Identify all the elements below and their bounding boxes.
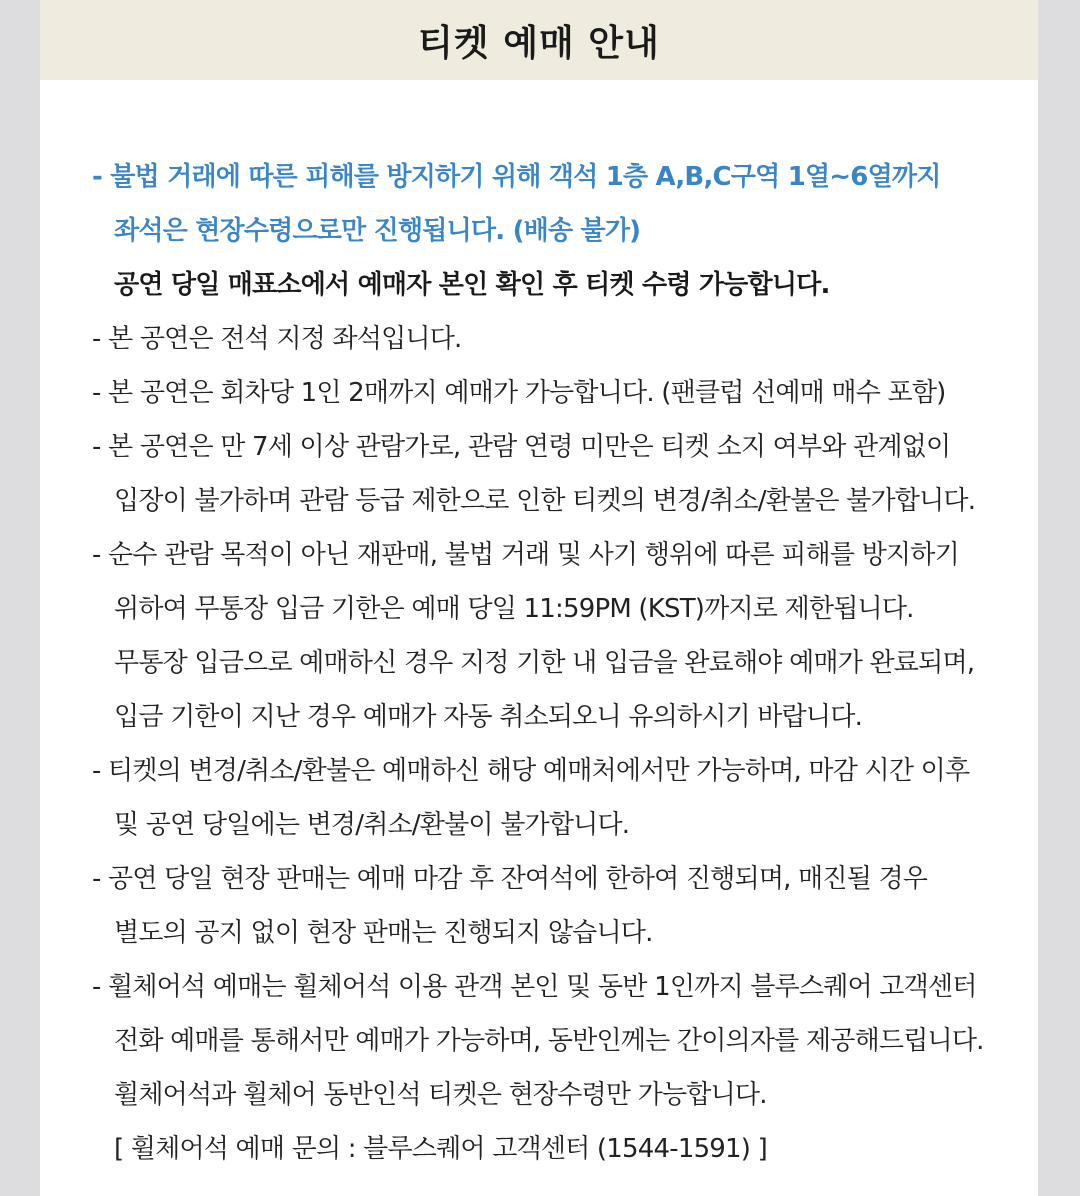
notice-line-bank-deposit-cont: 위하여 무통장 입금 기한은 예매 당일 11:59PM (KST)까지로 제한됩니다. <box>114 594 914 624</box>
notice-line-bank-deposit: - 순수 관람 목적이 아닌 재판매, 불법 거래 및 사기 행위에 따른 피해를 방지하기 <box>92 540 959 570</box>
notice-line-bank-deposit-cont2: 무통장 입금으로 예매하신 경우 지정 기한 내 입금을 완료해야 예매가 완료되며, <box>114 648 975 678</box>
notice-line-wheelchair-cont: 전화 예매를 통해서만 예매가 가능하며, 동반인께는 간이의자를 제공해드립니다. <box>114 1026 984 1056</box>
page-title: 티켓 예매 안내 <box>418 22 660 64</box>
notice-line-wheelchair: - 휠체어석 예매는 휠체어석 이용 관객 본인 및 동반 1인까지 블루스퀘어 고객센터 <box>92 972 977 1002</box>
notice-list <box>92 150 1022 1176</box>
notice-line-wheelchair-inquiry: [ 휠체어석 예매 문의 : 블루스퀘어 고객센터 (1544-1591) ] <box>114 1134 767 1164</box>
notice-line-onsite-pickup-id: 공연 당일 매표소에서 예매자 본인 확인 후 티켓 수령 가능합니다. <box>114 270 830 300</box>
notice-line-onsite-pickup-cont: 좌석은 현장수령으로만 진행됩니다. (배송 불가) <box>114 216 641 246</box>
notice-line-age-rating: - 본 공연은 만 7세 이상 관람가로, 관람 연령 미만은 티켓 소지 여부와 관계없이 <box>92 432 951 462</box>
notice-line-onsite-sale-cont: 별도의 공지 없이 현장 판매는 진행되지 않습니다. <box>114 918 653 948</box>
notice-line-onsite-pickup: - 불법 거래에 따른 피해를 방지하기 위해 객석 1층 A,B,C구역 1열~6열까지 <box>92 162 941 192</box>
notice-line-refund-cont: 및 공연 당일에는 변경/취소/환불이 불가합니다. <box>114 810 630 840</box>
notice-line-refund: - 티켓의 변경/취소/환불은 예매하신 해당 예매처에서만 가능하며, 마감 시간 이후 <box>92 756 970 786</box>
notice-line-wheelchair-cont2: 휠체어석과 휠체어 동반인석 티켓은 현장수령만 가능합니다. <box>114 1080 767 1110</box>
notice-line-age-rating-cont: 입장이 불가하며 관람 등급 제한으로 인한 티켓의 변경/취소/환불은 불가합니다. <box>114 486 976 516</box>
notice-line-bank-deposit-cont3: 입금 기한이 지난 경우 예매가 자동 취소되오니 유의하시기 바랍니다. <box>114 702 863 732</box>
notice-line-onsite-sale: - 공연 당일 현장 판매는 예매 마감 후 잔여석에 한하여 진행되며, 매진될 경우 <box>92 864 928 894</box>
notice-card <box>40 0 1038 1196</box>
notice-line-assigned-seats: - 본 공연은 전석 지정 좌석입니다. <box>92 324 462 354</box>
notice-line-ticket-limit: - 본 공연은 회차당 1인 2매까지 예매가 가능합니다. (팬클럽 선예매 매수 포함) <box>92 378 946 408</box>
header-bar <box>40 0 1038 80</box>
